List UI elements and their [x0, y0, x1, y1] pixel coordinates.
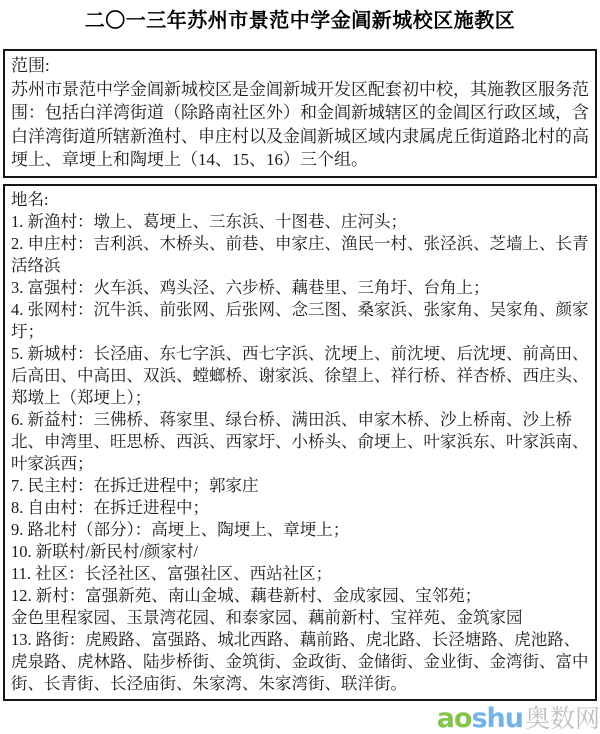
place-item-5: 5. 新城村：长泾庙、东七字浜、西七字浜、沈埂上、前沈埂、后沈埂、前高田、后高田、中高田、双浜、螳螂桥、谢家浜、徐望上、祥行桥、祥杏桥、西庄头、郑墩上（郑埂上）； [11, 343, 589, 407]
aoshu-logo [437, 705, 523, 733]
place-item-12: 12. 新村：富强新苑、南山金城、藕巷新村、金成家园、宝邻苑； [11, 585, 482, 605]
place-item-11: 11. 社区：长泾社区、富强社区、西站社区； [11, 563, 333, 583]
place-item-12-continued: 金色里程家园、玉景湾花园、和泰家园、藕前新村、宝祥苑、金筑家园 [11, 607, 523, 627]
place-item-3: 3. 富强村：火车浜、鸡头泾、六步桥、藕巷里、三角圩、台角上； [11, 277, 490, 297]
place-item-10: 10. 新联村/新民村/颜家村/ [11, 541, 199, 561]
page-title: 二〇一三年苏州市景范中学金阊新城校区施教区 [84, 10, 516, 32]
places-box [3, 184, 597, 701]
aoshu-logo-green-part: ao [436, 703, 472, 734]
place-item-7: 7. 民主村：在拆迁进程中；郭家庄 [11, 475, 259, 495]
place-item-9: 9. 路北村（部分）：高埂上、陶埂上、章埂上； [11, 519, 350, 539]
places-label: 地名: [11, 189, 49, 209]
place-item-2: 2. 申庄村：吉利浜、木桥头、前巷、申家庄、渔民一村、张泾浜、芝墙上、长青活络浜 [11, 233, 589, 275]
aoshu-logo-blue-part: shu [471, 703, 523, 734]
scope-text: 苏州市景范中学金阊新城校区是金阊新城开发区配套初中校，其施教区服务范围：包括白洋湾街道（除路南社区外）和金阊新城辖区的金阊区行政区域，含白洋湾街道所辖新渔村、申庄村以及金阊新城区域内隶属虎丘街道路北村的高埂上、章埂上和陶埂上（14、15、16）三个组。 [11, 79, 589, 169]
place-item-1: 1. 新渔村：墩上、葛埂上、三东浜、十图巷、庄河头； [11, 211, 407, 231]
aoshu-site-name: 奥数网 [524, 705, 600, 733]
place-item-8: 8. 自由村：在拆迁进程中； [11, 497, 209, 517]
scope-label: 范围: [11, 56, 50, 75]
aoshu-watermark [437, 705, 600, 733]
place-item-6: 6. 新益村：三佛桥、蒋家里、绿台桥、满田浜、申家木桥、沙上桥南、沙上桥北、申湾里、旺思桥、西浜、西家圩、小桥头、俞埂上、叶家浜东、叶家浜南、叶家浜西； [11, 409, 589, 473]
place-item-13: 13. 路街：虎殿路、富强路、城北西路、藕前路、虎北路、长泾塘路、虎池路、虎泉路、虎林路、陆步桥街、金筑街、金政街、金储街、金业街、金湾街、富中街、长青街、长泾庙街、朱家湾、朱家湾街、联洋街。 [11, 629, 589, 693]
place-item-4: 4. 张网村：沉牛浜、前张网、后张网、念三图、桑家浜、张家角、吴家角、颜家圩； [11, 299, 589, 341]
scope-box [3, 49, 597, 178]
